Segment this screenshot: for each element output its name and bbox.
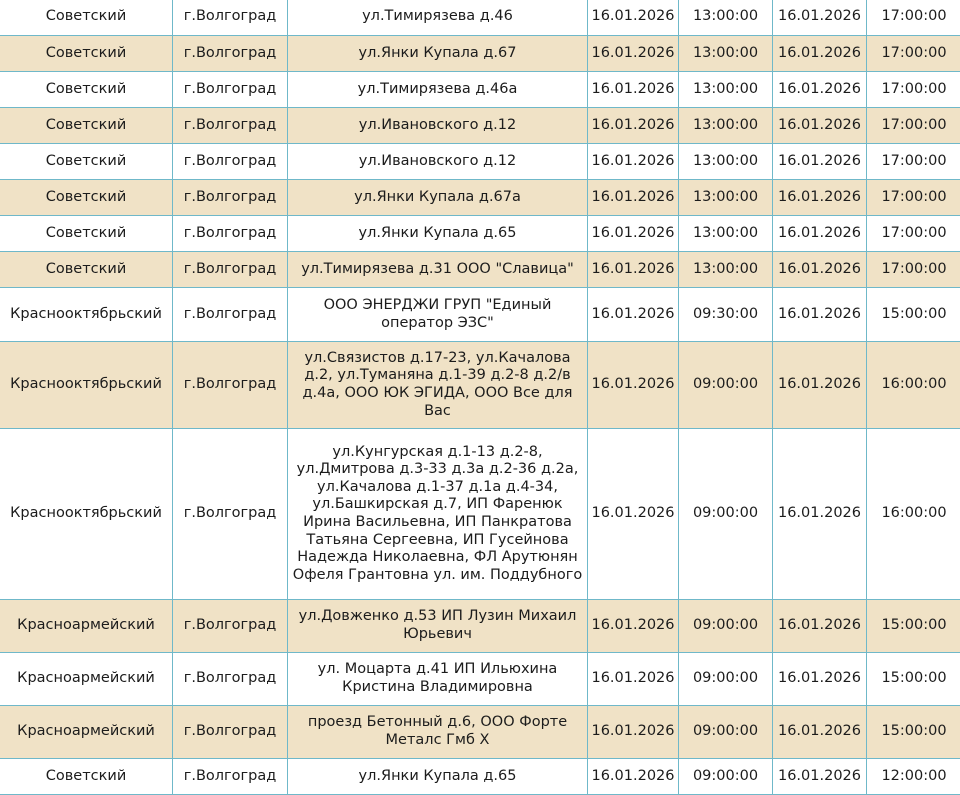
end-date-cell: 16.01.2026 [773, 72, 867, 108]
city-cell: г.Волгоград [173, 342, 288, 429]
start-date-cell: 16.01.2026 [588, 216, 679, 252]
address-cell: ул.Янки Купала д.67 [288, 36, 588, 72]
city-cell: г.Волгоград [173, 180, 288, 216]
table-row [0, 108, 960, 144]
start-time-cell: 13:00:00 [679, 108, 773, 144]
start-date-cell: 16.01.2026 [588, 36, 679, 72]
table-row [0, 653, 960, 706]
start-time-cell: 13:00:00 [679, 144, 773, 180]
city-cell: г.Волгоград [173, 653, 288, 706]
address-cell: ул.Тимирязева д.46а [288, 72, 588, 108]
table-row [0, 342, 960, 429]
district-cell: Советский [0, 108, 173, 144]
district-cell: Советский [0, 36, 173, 72]
city-cell: г.Волгоград [173, 216, 288, 252]
district-cell: Советский [0, 252, 173, 288]
district-cell: Советский [0, 144, 173, 180]
start-time-cell: 09:00:00 [679, 429, 773, 600]
start-time-cell: 09:30:00 [679, 288, 773, 342]
end-time-cell: 17:00:00 [867, 216, 960, 252]
end-date-cell: 16.01.2026 [773, 0, 867, 36]
address-cell: проезд Бетонный д.6, ООО Форте Металс Гмб Х [288, 706, 588, 759]
end-date-cell: 16.01.2026 [773, 759, 867, 795]
start-time-cell: 09:00:00 [679, 653, 773, 706]
city-cell: г.Волгоград [173, 72, 288, 108]
city-cell: г.Волгоград [173, 108, 288, 144]
start-date-cell: 16.01.2026 [588, 0, 679, 36]
end-date-cell: 16.01.2026 [773, 144, 867, 180]
district-cell: Краснооктябрьский [0, 288, 173, 342]
end-time-cell: 15:00:00 [867, 288, 960, 342]
start-date-cell: 16.01.2026 [588, 288, 679, 342]
table-row [0, 0, 960, 36]
start-date-cell: 16.01.2026 [588, 180, 679, 216]
start-time-cell: 09:00:00 [679, 342, 773, 429]
district-cell: Советский [0, 180, 173, 216]
end-date-cell: 16.01.2026 [773, 653, 867, 706]
start-time-cell: 13:00:00 [679, 36, 773, 72]
end-time-cell: 15:00:00 [867, 706, 960, 759]
address-cell: ул.Янки Купала д.65 [288, 216, 588, 252]
end-time-cell: 17:00:00 [867, 252, 960, 288]
table-row [0, 180, 960, 216]
end-date-cell: 16.01.2026 [773, 706, 867, 759]
table-row [0, 36, 960, 72]
start-date-cell: 16.01.2026 [588, 706, 679, 759]
end-date-cell: 16.01.2026 [773, 252, 867, 288]
start-time-cell: 09:00:00 [679, 600, 773, 653]
table-row [0, 288, 960, 342]
city-cell: г.Волгоград [173, 429, 288, 600]
end-time-cell: 15:00:00 [867, 600, 960, 653]
start-date-cell: 16.01.2026 [588, 600, 679, 653]
city-cell: г.Волгоград [173, 288, 288, 342]
address-cell: ул.Тимирязева д.46 [288, 0, 588, 36]
end-time-cell: 16:00:00 [867, 429, 960, 600]
district-cell: Красноармейский [0, 600, 173, 653]
start-time-cell: 09:00:00 [679, 706, 773, 759]
end-date-cell: 16.01.2026 [773, 108, 867, 144]
end-date-cell: 16.01.2026 [773, 600, 867, 653]
district-cell: Красноармейский [0, 706, 173, 759]
city-cell: г.Волгоград [173, 252, 288, 288]
table-row [0, 429, 960, 600]
end-time-cell: 15:00:00 [867, 653, 960, 706]
end-date-cell: 16.01.2026 [773, 216, 867, 252]
end-date-cell: 16.01.2026 [773, 342, 867, 429]
district-cell: Красноармейский [0, 653, 173, 706]
end-date-cell: 16.01.2026 [773, 288, 867, 342]
start-date-cell: 16.01.2026 [588, 429, 679, 600]
district-cell: Краснооктябрьский [0, 342, 173, 429]
address-cell: ул.Ивановского д.12 [288, 108, 588, 144]
end-time-cell: 17:00:00 [867, 144, 960, 180]
address-cell: ул.Кунгурская д.1-13 д.2-8, ул.Дмитрова д.3-33 д.3а д.2-36 д.2а, ул.Качалова д.1-37 д.1а д.4-34, ул.Башкирская д.7, ИП Фаренюк Ирина Васильевна, ИП Панкратова Татьяна Сергеевна, ИП Гусейнова Надежда Николаевна, ФЛ Арутюнян Офеля Грантовна ул. им. Поддубного [288, 429, 588, 600]
table-row [0, 600, 960, 653]
district-cell: Краснооктябрьский [0, 429, 173, 600]
end-time-cell: 17:00:00 [867, 36, 960, 72]
address-cell: ул.Тимирязева д.31 ООО "Славица" [288, 252, 588, 288]
start-time-cell: 13:00:00 [679, 252, 773, 288]
district-cell: Советский [0, 72, 173, 108]
table-row [0, 144, 960, 180]
city-cell: г.Волгоград [173, 706, 288, 759]
table-row [0, 706, 960, 759]
district-cell: Советский [0, 0, 173, 36]
start-time-cell: 13:00:00 [679, 72, 773, 108]
table-row [0, 252, 960, 288]
address-cell: ул.Довженко д.53 ИП Лузин Михаил Юрьевич [288, 600, 588, 653]
end-time-cell: 17:00:00 [867, 0, 960, 36]
city-cell: г.Волгоград [173, 759, 288, 795]
end-date-cell: 16.01.2026 [773, 180, 867, 216]
start-date-cell: 16.01.2026 [588, 653, 679, 706]
address-cell: ул. Моцарта д.41 ИП Ильюхина Кристина Владимировна [288, 653, 588, 706]
city-cell: г.Волгоград [173, 144, 288, 180]
table-row [0, 72, 960, 108]
start-time-cell: 13:00:00 [679, 0, 773, 36]
end-time-cell: 12:00:00 [867, 759, 960, 795]
start-time-cell: 09:00:00 [679, 759, 773, 795]
end-time-cell: 17:00:00 [867, 72, 960, 108]
city-cell: г.Волгоград [173, 600, 288, 653]
start-date-cell: 16.01.2026 [588, 72, 679, 108]
address-cell: ул.Янки Купала д.67а [288, 180, 588, 216]
city-cell: г.Волгоград [173, 0, 288, 36]
start-date-cell: 16.01.2026 [588, 144, 679, 180]
district-cell: Советский [0, 216, 173, 252]
start-time-cell: 13:00:00 [679, 216, 773, 252]
end-time-cell: 17:00:00 [867, 180, 960, 216]
table-row [0, 759, 960, 795]
address-cell: ул.Янки Купала д.65 [288, 759, 588, 795]
address-cell: ул.Связистов д.17-23, ул.Качалова д.2, ул.Туманяна д.1-39 д.2-8 д.2/в д.4а, ООО ЮК ЭГИДА, ООО Все для Вас [288, 342, 588, 429]
table-row [0, 216, 960, 252]
start-date-cell: 16.01.2026 [588, 108, 679, 144]
end-time-cell: 17:00:00 [867, 108, 960, 144]
end-date-cell: 16.01.2026 [773, 429, 867, 600]
start-date-cell: 16.01.2026 [588, 252, 679, 288]
end-time-cell: 16:00:00 [867, 342, 960, 429]
address-cell: ООО ЭНЕРДЖИ ГРУП "Единый оператор ЭЗС" [288, 288, 588, 342]
city-cell: г.Волгоград [173, 36, 288, 72]
start-date-cell: 16.01.2026 [588, 342, 679, 429]
district-cell: Советский [0, 759, 173, 795]
start-time-cell: 13:00:00 [679, 180, 773, 216]
end-date-cell: 16.01.2026 [773, 36, 867, 72]
address-cell: ул.Ивановского д.12 [288, 144, 588, 180]
start-date-cell: 16.01.2026 [588, 759, 679, 795]
